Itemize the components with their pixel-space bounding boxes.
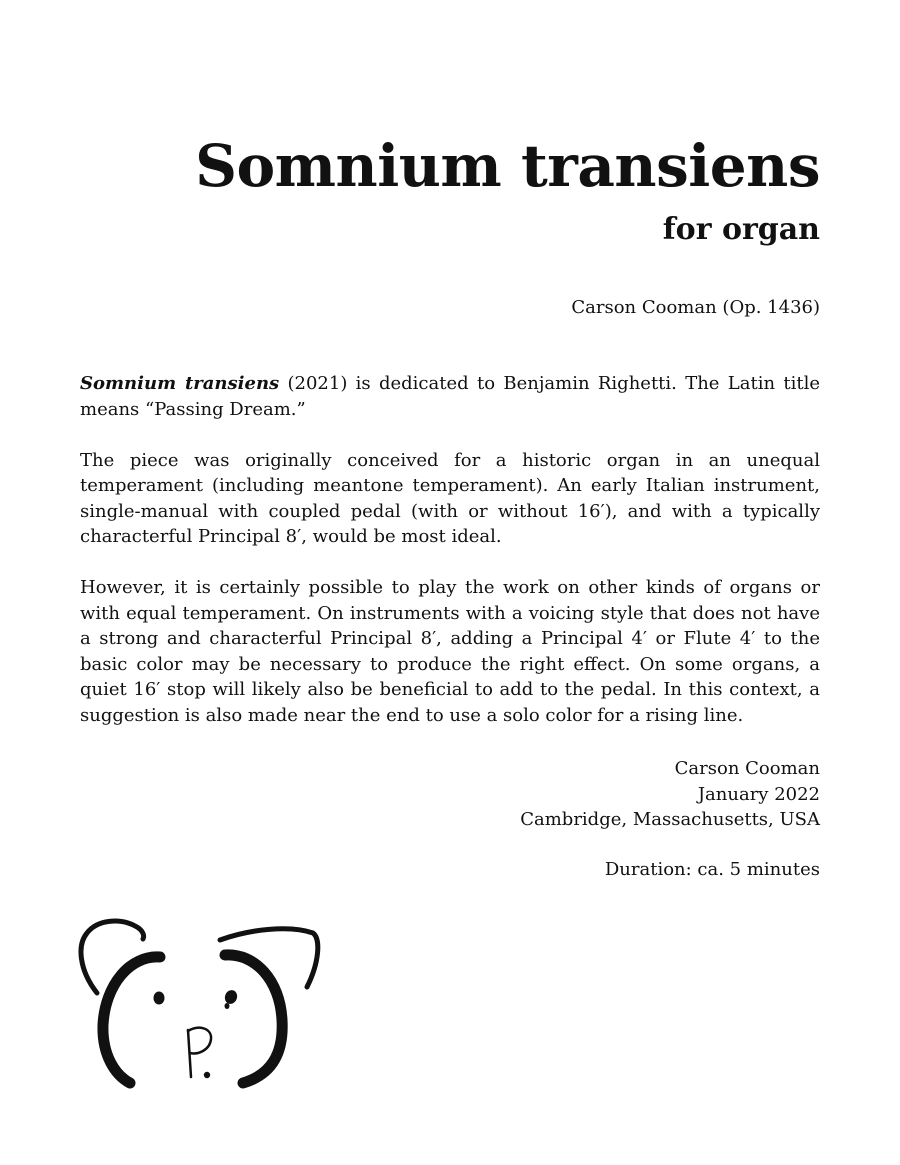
signature-name: Carson Cooman bbox=[674, 758, 820, 779]
paragraph-1-text: (2021) is dedicated to Benjamin Righetti. The Latin title means “Passing Dream.” bbox=[80, 373, 820, 420]
page-subtitle: for organ bbox=[662, 212, 820, 247]
bear-face-logo-icon bbox=[75, 915, 325, 1095]
program-notes bbox=[80, 371, 820, 754]
composer-credit: Carson Cooman (Op. 1436) bbox=[571, 297, 820, 318]
page-title: Somnium transiens bbox=[195, 132, 820, 200]
signature-block bbox=[520, 756, 820, 833]
signature-date: January 2022 bbox=[697, 783, 820, 805]
program-note-paragraph-3: However, it is certainly possible to play the work on other kinds of organs or with equal temperament. On instruments with a voicing style that does not have a strong and characterful Principal 8′, adding a Principal 4′ or Flute 4′ to the basic color may be necessary to produce the right effect. On some organs, a quiet 16′ stop will likely also be beneficial to add to the pedal. In this context, a suggestion is also made near the end to use a solo color for a rising line. bbox=[80, 577, 820, 726]
duration-note: Duration: ca. 5 minutes bbox=[604, 859, 820, 880]
work-title-inline: Somnium transiens bbox=[80, 373, 280, 394]
signature-place: Cambridge, Massachusetts, USA bbox=[520, 809, 820, 830]
program-note-paragraph-1 bbox=[80, 371, 820, 422]
program-note-paragraph-2: The piece was originally conceived for a historic organ in an unequal temperament (including meantone temperament). An early Italian instrument, single-manual with coupled pedal (with or without 16′), and with a typically characterful Principal 8′, would be most ideal. bbox=[80, 449, 820, 547]
